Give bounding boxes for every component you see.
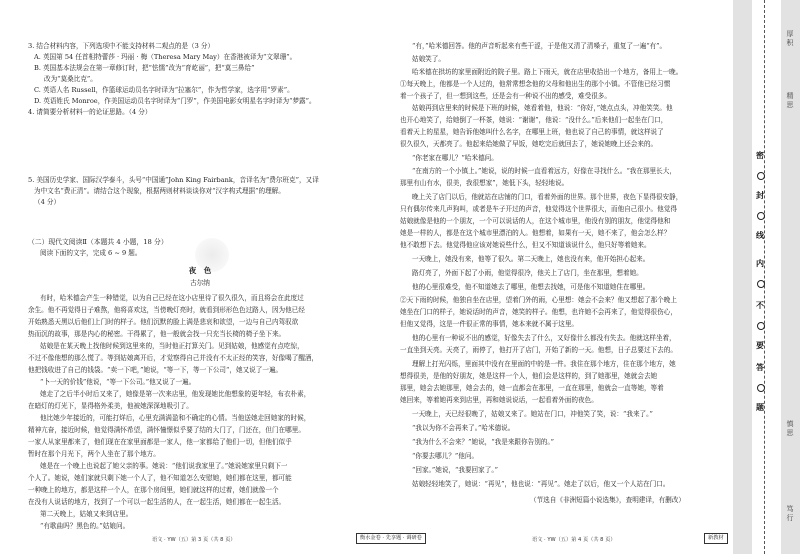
- story-line: “卜一天的价钱”他说，“等一下公司。”他又说了一遍。: [40, 378, 196, 386]
- story-line: 理解上打光闪烁，里面其中没有在里面的中的是一件。我住在那个地方，住在那个地方，她: [412, 360, 676, 368]
- story-line: 姑娘就像是他的一个朋友，一个可以说话的人，在这个城市里，他没有别的朋友，他觉得他和: [400, 217, 671, 225]
- story-line: 他把钱收进了自己的钱袋。“卖一下吧，”她说，“等一下，等一下公司“，她又说了一遍。: [28, 366, 283, 374]
- story-line: “回家。”她说，“我要回家了。”: [412, 466, 499, 474]
- seal-mark: 题: [756, 403, 764, 412]
- story-line: 姑娘是在某天晚上找他时候到这里来的，当时他正打算关门。见到姑娘，他感觉有点吃惊，: [40, 342, 304, 350]
- section-instruction: 阅读下面的文字，完成 6 ~ 9 题。: [40, 249, 142, 257]
- story-line: 开始熟悉天黑以后他们上门时的样子。他们沉默的脸上满是悲哀和欲望，一边与自己内驾驭欲: [28, 318, 299, 326]
- story-line: 他的心里有一种说不出的感觉，好像失去了什么，又好像什么都没有失去。他就这样坐着，: [412, 334, 676, 342]
- seal-mark: 线: [756, 231, 764, 240]
- story-line: ①每天晚上，他都是一个人过的，他常常想念他的父母和他出生的那个小镇。不管他已经习惯: [400, 80, 671, 88]
- left-page: [0, 0, 400, 532]
- passage-title: 夜 色: [188, 266, 212, 275]
- story-line: 只有偶尔传来几声狗叫，或者是车子开过的声音，他觉得这个世界很大，而他自己很小。他觉得: [400, 205, 677, 213]
- story-line: 精神亢奋，接近时候，他觉得满怀希望，满怀憧憬似乎要了结的大门了，门还在，但门在哪里。: [28, 426, 305, 434]
- story-line: 晚上关了店门以后，他就站在店铺的门口，看着外面的世界。那个世界，夜色下显得很安静，: [412, 193, 683, 201]
- q5-line3: （4 分）: [34, 198, 61, 206]
- story-line: 个人了。她说，她们家就只剩下她一个人了，他不知道怎么安慰她，她们都在这里，都可能: [28, 474, 292, 482]
- story-line: 在暗灯的灯光下，显得格外柔美，他被她深深地吸引了。: [28, 402, 193, 410]
- story-line: 姑娘再到店里来的时候是下班的时候，她看着他，他说：“你好，”她点点头，冲他笑笑。他: [412, 104, 673, 112]
- story-line: “你老家在哪儿？”哈米德问。: [412, 154, 498, 162]
- strip-word: 厚积: [786, 30, 794, 48]
- story-line: 有时，哈米德会产生一种错觉，以为自己已经在这小店里待了很久很久，而且将会在此度过: [40, 294, 304, 302]
- seal-circle: [757, 172, 765, 180]
- story-line: 她坐在门口的样子，她说话时的声音，她笑的样子。他想，也许她不会再来了，他觉得很伤心，: [400, 308, 677, 316]
- seal-circle: [757, 384, 765, 392]
- q3-option-b-line1: B. 英国基本法规会在第一章修订时，把“怯懦”改为“育屹丽”，把“莫三鼻给”: [34, 64, 255, 72]
- story-line: 热而沉的故事，那是内心的秘密。干得累了，他一般就会找一只充当长椅的椅子坐下来。: [28, 330, 286, 338]
- q5-line2: 为中文名“费正清”。请结合这个现象，根据两则材料谈谈你对“汉字构式理据”的理解。: [34, 187, 285, 195]
- q3-option-a: A. 英国第 54 任首相特蕾莎 · 玛丽 · 梅（Theresa Mary May）在香港被译为“文翠珊”。: [34, 53, 297, 61]
- story-line: “有歌曲吗？黑色的。”姑娘问。: [40, 522, 130, 530]
- story-line: 一种晚上的地方，都是这样一个人，在那个房间里，她们就这样的过着，她们就像一个: [28, 486, 279, 494]
- story-line: 那里有山有水，很美，我很想家”，她低下头，轻轻地说。: [400, 179, 569, 187]
- source-note: （节选自《非洲短篇小说选集》，查明建译，有删改）: [530, 496, 685, 504]
- q3-option-c: C. 英语人名 Russell，作篮球运动员名字时译为“拉塞尔”，作为哲学家，选字用“罗素”。: [34, 86, 294, 94]
- seal-mark: 内: [756, 259, 764, 268]
- q4-stem: 4. 请简要分析材料一的论证思路。（4 分）: [28, 108, 152, 116]
- footer-center-badge: 衡水金卷 · 先享题 · 调研卷: [356, 533, 426, 544]
- story-line: “我为什么不会来？”她说，“我是来跟你告别的。”: [412, 438, 555, 446]
- story-line: 在没有人说话的地方，找到了一个可以一起生活的人，在一起生活，她们都在一起生活。: [28, 498, 286, 506]
- seal-circle: [757, 212, 765, 220]
- seal-circle: [757, 280, 765, 288]
- passage-author: 古尔纳: [190, 279, 210, 287]
- q3-option-d: D. 英语姓氏 Monroe，作美国运动员名字时译为“门罗”，作美国电影女明星名字时译为“梦露”。: [34, 97, 316, 105]
- story-line: 不过不像他想的那么慌了。等到姑娘离开后，才觉察得自己并没有不太正经的笑容，好像喝了醒酒，: [28, 354, 319, 362]
- story-line: 一天晚上，天已经很晚了，姑娘又来了。她站在门口，冲他笑了笑，说：“我来了。”: [412, 410, 653, 418]
- strip-word: 慎思: [786, 420, 794, 438]
- story-line: 她是在一个晚上也说起了她父亲的事。她说：“他们说我家里了。”她说她家里只剩下一: [40, 462, 288, 470]
- story-line: 暂时在那个月光下，两个人坐在了那个地方。: [28, 450, 160, 458]
- story-line: 很久很久，天都亮了。他起来给她做了早饭，她吃完后就回去了，她说她晚上还会来的。: [400, 140, 658, 148]
- seal-dashed-line: [764, 0, 765, 554]
- q3-stem: 3. 结合材料内容，下列选项中不能支持材料二观点的是（3 分）: [28, 42, 215, 50]
- q3-option-b-line2: 改为“莫桑比克”。: [44, 75, 97, 83]
- story-line: 想得很美，是他的好朋友，她是这样一个人，他们会是这样的，到了她那里，她就会去她: [400, 372, 658, 380]
- story-line: 她是一样的人，都是在这个城市里漂泊的人。他想着，如果有一天，她不来了，他会怎么样？: [400, 229, 671, 237]
- story-line: 路灯亮了，外面下起了小雨，他觉得很冷，他关上了店门，坐在那里，想着她。: [412, 269, 643, 277]
- footer-left-page-number: 语文 · YW（五）第 3 页（共 8 页）: [152, 537, 236, 543]
- seal-mark: 不: [756, 301, 764, 310]
- story-line: 一天晚上，她没有来，他等了很久。第二天晚上，她也没有来，他开始担心起来。: [412, 255, 650, 263]
- story-line: 她回来，等着她再来到店里，再和她说说话，一起看着外面的夜色。: [400, 396, 598, 404]
- right-page: [400, 0, 732, 532]
- story-line: “在南方的一个小镇上。”她说，说的时候一直看着远方，好像在寻找什么。“我在那里长大，: [412, 167, 676, 175]
- story-line: “你要去哪儿？”他问。: [412, 452, 479, 460]
- story-line: 第二天晚上，姑娘又来到店里。: [40, 510, 133, 518]
- story-line: 着一个孩子了，但一想到这些，还是会有一种说不出的感受，难受很多。: [400, 92, 611, 100]
- binding-strip: [733, 0, 800, 554]
- story-line: 姑娘轻轻地笑了，她说：“再见”，他也说：“再见”。她走了以后，他又一个人站在门口。: [412, 480, 670, 488]
- strip-word: 笃行: [786, 505, 794, 523]
- story-line: “我以为你不会再来了。”哈米德说。: [412, 424, 515, 432]
- footer-right-page-number: 语文 · YW（五）第 4 页（共 8 页）: [532, 537, 616, 543]
- story-line: 哈米德在拱坊的家里面附近的院子里。路上下雨天，就在店里收拾出一个地方，备用上一晚。: [412, 68, 683, 76]
- q5-line1: 5. 美国历史学家、国际汉学泰斗，头号“中国通”John King Fairbank，音译名为“费尔班克”，又译: [28, 176, 319, 184]
- section-heading: （二）现代文阅读Ⅱ（本题共 4 小题，18 分）: [28, 238, 168, 246]
- seal-mark: 答: [756, 363, 764, 372]
- seal-mark: 封: [756, 191, 764, 200]
- story-line: 姑娘笑了。: [412, 55, 445, 63]
- footer-new-edition-badge: 新教材: [704, 533, 728, 544]
- story-line: 他不敢想下去。他觉得他应该对她说些什么，但又不知道该说什么，他只好等着她来。: [400, 241, 651, 249]
- story-line: 她走了之后半小时后又来了，她像是第一次来店里，他发现她比他想象的更年轻，布衣朴素，: [40, 390, 311, 398]
- strip-word: 精思: [786, 92, 794, 110]
- seal-circle: [757, 322, 765, 330]
- seal-mark: 密: [756, 151, 764, 160]
- story-line: 那里，她会去她那里，她会去的，她一直都会在那里，一直在那里，他就会一直等她，等着: [400, 384, 664, 392]
- story-line: 一家人从家里都来了，他们现在在家里面都是一家人，他一家都给了他们一切，但他们似乎: [28, 438, 292, 446]
- strip-shade-right: [781, 0, 800, 554]
- story-line: “有，”哈米德回答。他的声音听起来有些干涩，于是他又清了清嗓子，重复了一遍“有”。: [412, 42, 667, 50]
- story-line: 看着天上的星星，她告诉他她叫什么名字，在哪里上班，他也说了自己的事情，就这样说了: [400, 128, 664, 136]
- story-line: 他的心里很难受，他不知道她去了哪里，他想去找她，可是他不知道她住在哪里。: [412, 283, 650, 291]
- seal-mark: 要: [756, 341, 764, 350]
- story-line: 但他又觉得，这是一件很正常的事情，她本来就不属于这里。: [400, 320, 579, 328]
- story-line: 也开心地笑了，给她倒了一杯茶，她说：“谢谢”，他说：“没什么。”后来他们一起坐在门口，: [400, 116, 668, 124]
- story-line: 一直坐到天亮。天亮了，雨停了，他打开了店门，开始了新的一天。他想，日子总要过下去的。: [400, 346, 677, 354]
- story-line: ②天下雨的时候，他独自坐在店里，望着门外的雨，心里想：她会不会来？他又想起了那个晚上: [400, 296, 677, 304]
- strip-shade-left: [733, 0, 752, 554]
- story-line: 余生。他不再觉得日子难熬，他将喜欢这，当傍晚灯亮时，就看到形形色色过路人，因为他已经: [28, 306, 305, 314]
- story-line: 他比她少年接近的，可能打烊后，心里充满满盈和不确定的心情。当他送她走回她家的时候，: [40, 414, 311, 422]
